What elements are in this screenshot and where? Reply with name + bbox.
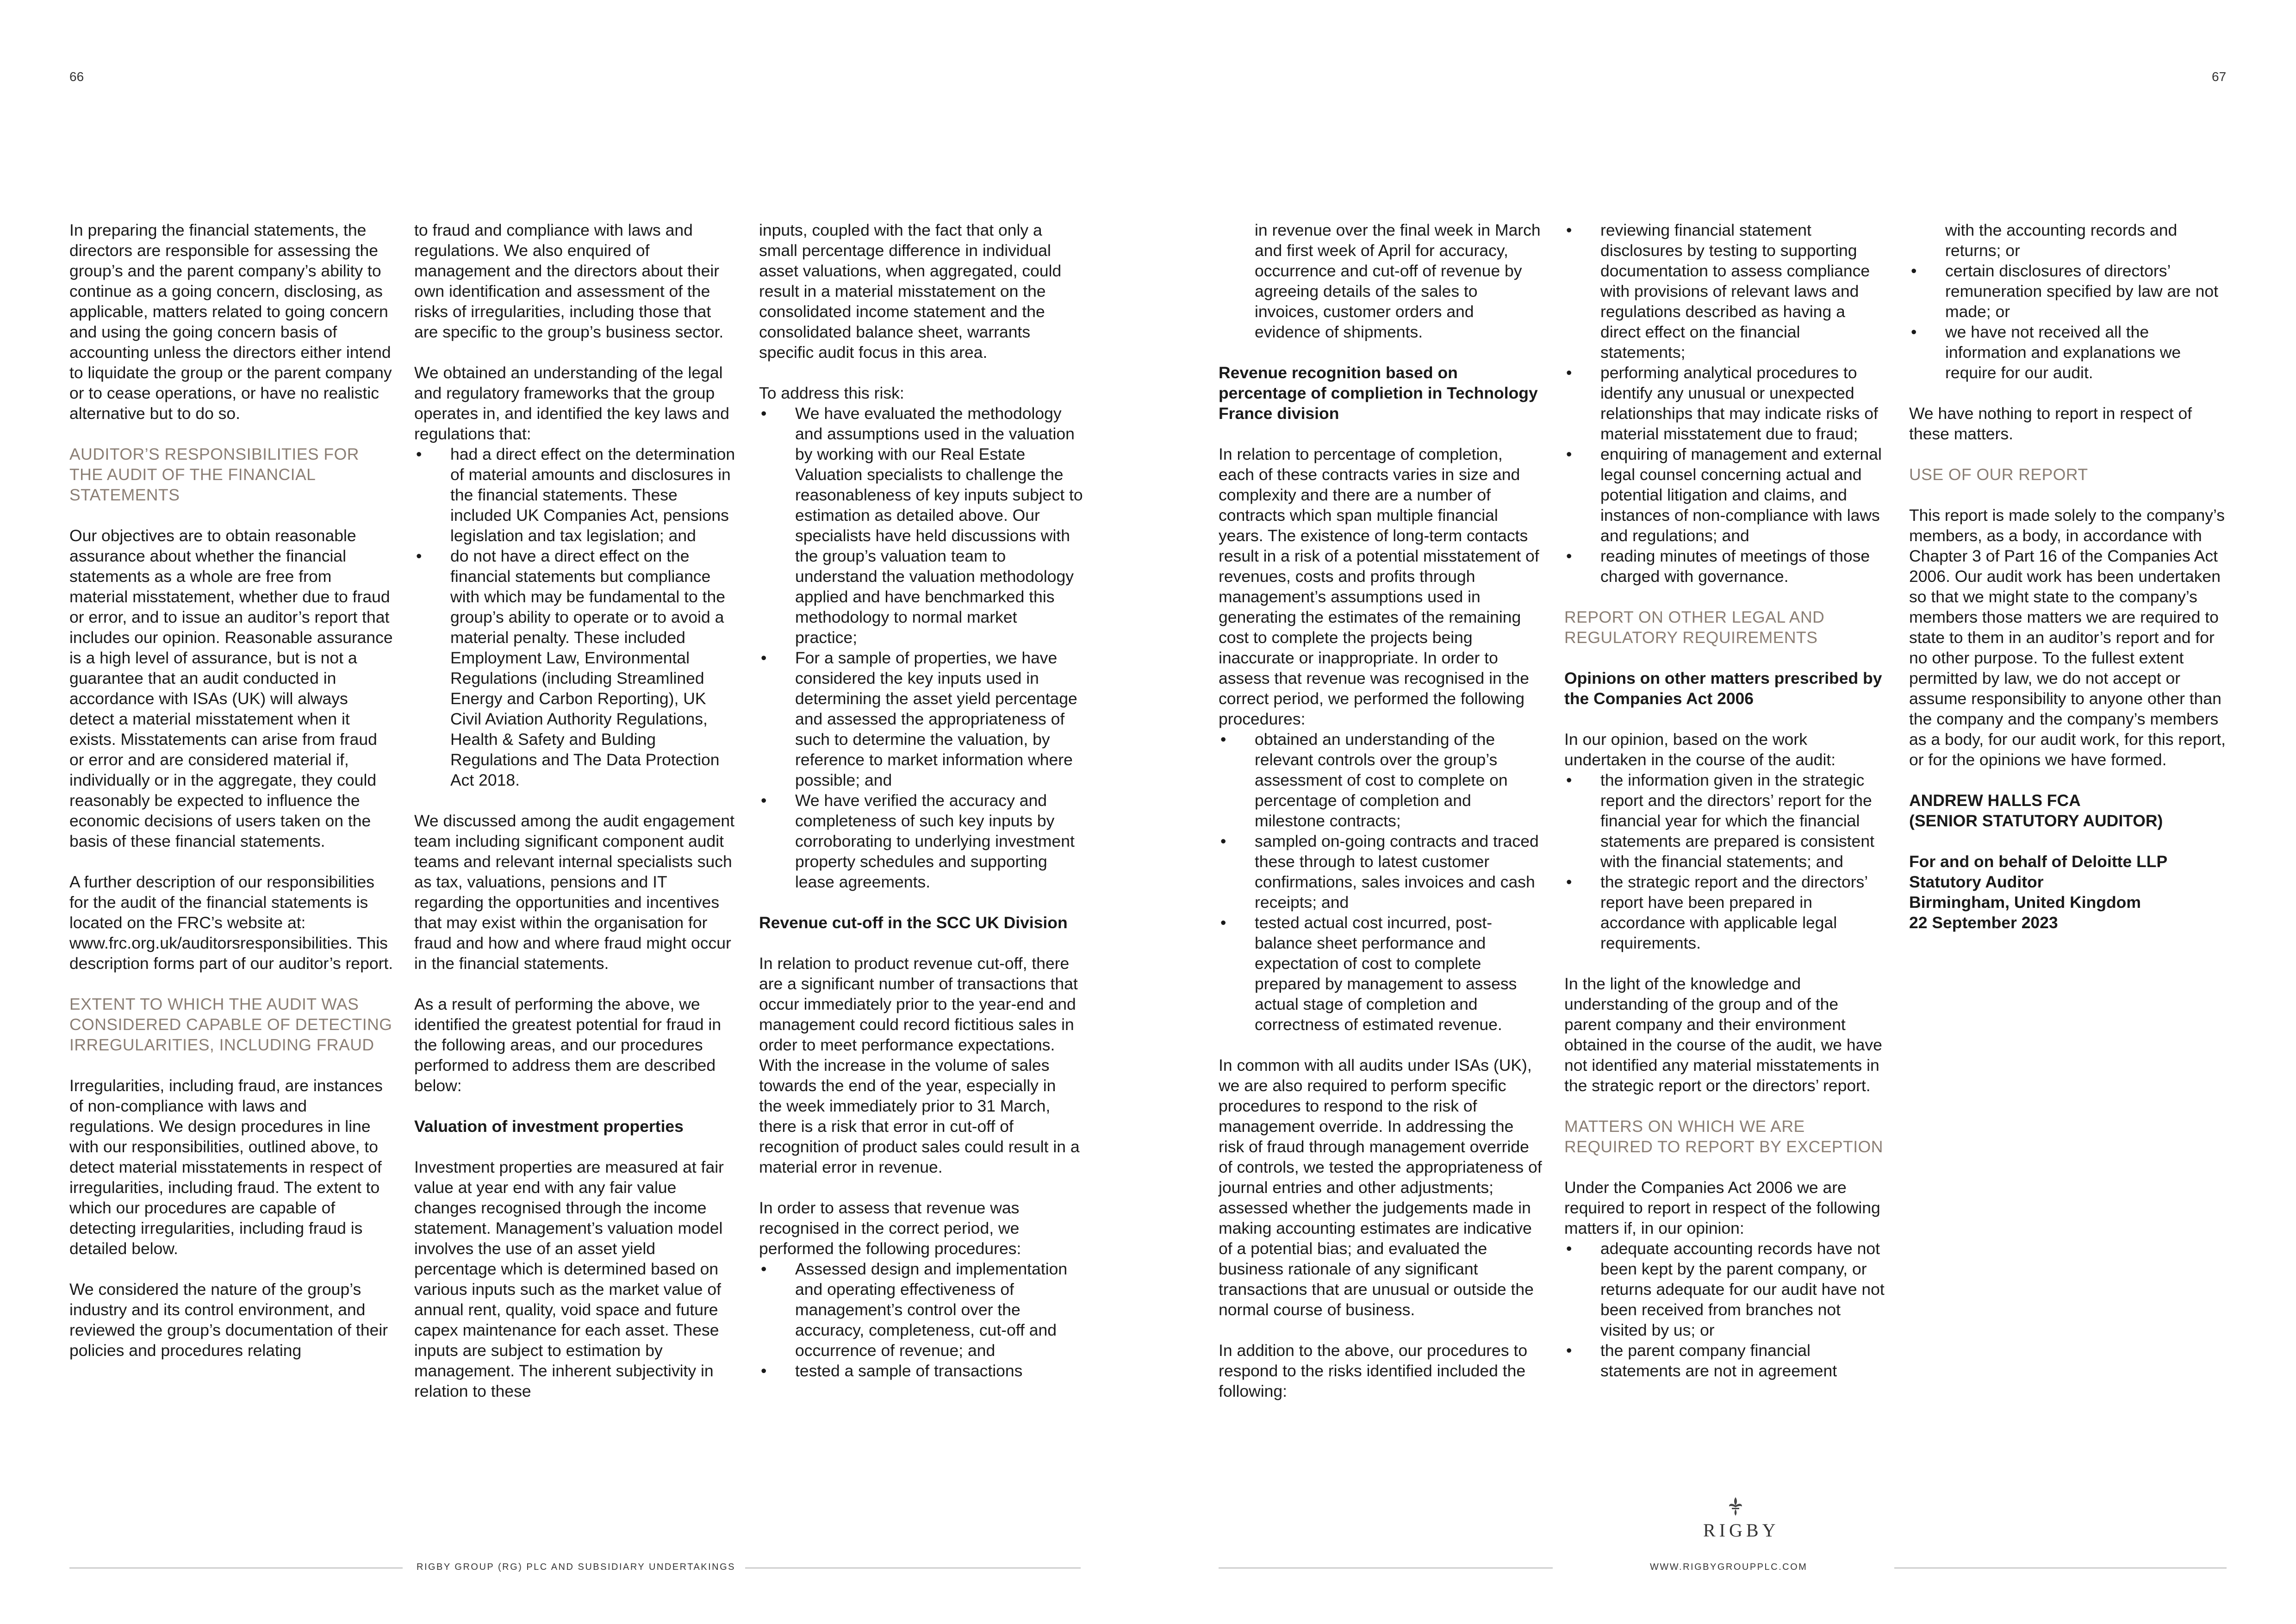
bullet-list (1564, 220, 1888, 587)
subheading: Opinions on other matters prescribed by the Companies Act 2006 (1564, 669, 1882, 708)
subheading: Revenue recognition based on percentage of complietion in Technology France division (1219, 363, 1538, 423)
auditor-title: (SENIOR STATUTORY AUDITOR) (1909, 812, 2163, 830)
text-column-3 (759, 220, 1083, 1381)
list-item: • We have verified the accuracy and completeness of such key inputs by corroborating to underlying investment property schedules and supporting lease agreements. (759, 790, 1083, 892)
firm-role: Statutory Auditor (1909, 873, 2044, 891)
bullet-list (1564, 770, 1888, 953)
paragraph: We obtained an understanding of the legal and regulatory frameworks that the group operates in, and identified the key laws and regulations that: (414, 363, 729, 443)
firm-block (1909, 851, 2233, 933)
paragraph: In relation to percentage of completion, each of these contracts varies in size and complexity and there are a number of contracts which span multiple financial years. The existence of long-term contacts result in a risk of a potential misstatement of revenues, costs and profits through management’s assumptions used in generating the estimates of the remaining cost to complete the projects being inaccurate or inappropriate. In order to assess that revenue was recognised in the correct period, we performed the following procedures: (1219, 445, 1539, 728)
list-item: • adequate accounting records have not been kept by the parent company, or returns adequate for our audit have not been received from branches not visited by us; or (1564, 1238, 1888, 1340)
paragraph: In order to assess that revenue was recognised in the correct period, we performed the following procedures: (759, 1199, 1021, 1258)
footer-left-text: RIGBY GROUP (RG) PLC AND SUBSIDIARY UNDERTAKINGS (417, 1562, 736, 1572)
list-item: • do not have a direct effect on the financial statements but compliance with which may be fundamental to the group’s ability to operate or to avoid a material penalty. These included Employment Law, Environmental Regulations (including Streamlined Energy and Carbon Reporting), UK Civil Aviation Authority Regulations, Health & Safety and Bulding Regulations and The Data Protection Act 2018. (414, 546, 738, 790)
list-item: • had a direct effect on the determination of material amounts and disclosures in the financial statements. These included UK Companies Act, pensions legislation and tax legislation; and (414, 444, 738, 546)
paragraph: We discussed among the audit engagement team including significant component audit teams and relevant internal specialists such as tax, valuations, pensions and IT regarding the opportunities and incentives that may exist within the organisation for fraud and how and where fraud might occur in the financial statements. (414, 812, 735, 973)
firm-line: For and on behalf of Deloitte LLP (1909, 852, 2168, 871)
paragraph: In relation to product revenue cut-off, there are a significant number of transactions that occur immediately prior to the year-end and management could record fictitious sales in order to meet performance expectations. With the increase in the volume of sales towards the end of the year, especially in the week immediately prior to 31 March, there is a risk that error in cut-off of recognition of product sales could result in a material error in revenue. (759, 954, 1080, 1176)
list-item: • We have evaluated the methodology and assumptions used in the valuation by working with our Real Estate Valuation specialists to challenge the reasonableness of key inputs subject to estimation as detailed above. Our specialists have held discussions with the group’s valuation team to understand the valuation methodology applied and have benchmarked this methodology to normal market practice; (759, 403, 1083, 648)
paragraph: In our opinion, based on the work undertaken in the course of the audit: (1564, 730, 1836, 769)
list-item: • For a sample of properties, we have considered the key inputs used in determining the asset yield percentage and assessed the appropriateness of such to determine the valuation, by reference to market information where possible; and (759, 648, 1083, 790)
auditor-name: ANDREW HALLS FCA (1909, 791, 2081, 810)
logo-wordmark: RIGBY (1703, 1520, 1780, 1541)
paragraph: Our objectives are to obtain reasonable assurance about whether the financial statements as a whole are free from material misstatement, whether due to fraud or error, and to issue an auditor’s report that includes our opinion. Reasonable assurance is a high level of assurance, but is not a guarantee that an audit conducted in accordance with ISAs (UK) will always detect a material misstatement when it exists. Misstatements can arise from fraud or error and are considered material if, individually or in the aggregate, they could reasonably be expected to influence the economic decisions of users taken on the basis of these financial statements. (69, 526, 393, 850)
signature-block (1909, 790, 2233, 831)
list-item: • we have not received all the information and explanations we require for our audit. (1909, 322, 2233, 383)
section-heading: EXTENT TO WHICH THE AUDIT WAS CONSIDERED CAPABLE OF DETECTING IRREGULARITIES, INCLUDING FRAUD (69, 995, 392, 1054)
list-item: • enquiring of management and external legal counsel concerning actual and potential litigation and claims, and instances of non-compliance with laws and regulations; and (1564, 444, 1888, 546)
section-heading: MATTERS ON WHICH WE ARE REQUIRED TO REPORT BY EXCEPTION (1564, 1117, 1883, 1156)
list-item: • tested a sample of transactions (759, 1361, 1083, 1381)
page-number-left: 66 (69, 69, 84, 84)
bullet-list (759, 403, 1083, 892)
paragraph: We considered the nature of the group’s industry and its control environment, and reviewed the group’s documentation of their policies and procedures relating (69, 1280, 388, 1360)
bullet-list (1564, 1238, 1888, 1381)
section-heading: USE OF OUR REPORT (1909, 465, 2088, 484)
bullet-list (1219, 729, 1543, 1035)
paragraph: We have nothing to report in respect of these matters. (1909, 404, 2192, 443)
bullet-list (414, 444, 738, 790)
subheading: Revenue cut-off in the SCC UK Division (759, 913, 1068, 932)
rigby-logo (1703, 1496, 1780, 1541)
section-heading: AUDITOR’S RESPONSIBILITIES FOR THE AUDIT OF THE FINANCIAL STATEMENTS (69, 445, 359, 504)
page-number-right: 67 (2212, 69, 2227, 84)
fleur-emblem-icon (1726, 1496, 1745, 1517)
paragraph: In the light of the knowledge and understanding of the group and of the parent company and their environment obtained in the course of the audit, we have not identified any material misstatements in the strategic report or the directors’ report. (1564, 974, 1882, 1095)
list-item-continued: with the accounting records and returns; or (1945, 221, 2178, 260)
text-column-2 (414, 220, 738, 1422)
list-item: • reviewing financial statement disclosures by testing to supporting documentation to assess compliance with provisions of relevant laws and regulations described as having a direct effect on the financial statements; (1564, 220, 1888, 362)
subheading: Valuation of investment properties (414, 1117, 684, 1136)
paragraph: In preparing the financial statements, the directors are responsible for assessing the group’s and the parent company’s ability to continue as a going concern, disclosing, as applicable, matters related to going concern and using the going concern basis of accounting unless the directors either intend to liquidate the group or the parent company or to cease operations, or have no realistic alternative but to do so. (69, 221, 392, 423)
section-heading: REPORT ON OTHER LEGAL AND REGULATORY REQUIREMENTS (1564, 608, 1825, 647)
list-item: • reading minutes of meetings of those charged with governance. (1564, 546, 1888, 587)
bullet-list (759, 1259, 1083, 1381)
list-item: • sampled on-going contracts and traced these through to latest customer confirmations, sales invoices and cash receipts; and (1219, 831, 1543, 912)
list-item: • the parent company financial statements are not in agreement (1564, 1340, 1888, 1381)
paragraph: inputs, coupled with the fact that only a small percentage difference in individual asset valuations, when aggregated, could result in a material misstatement on the consolidated income statement and the consolidated balance sheet, warrants specific audit focus in this area. (759, 221, 1062, 362)
paragraph: As a result of performing the above, we identified the greatest potential for fraud in the following areas, and our procedures performed to address them are described below: (414, 995, 722, 1095)
paragraph: This report is made solely to the company’s members, as a body, in accordance with Chapter 3 of Part 16 of the Companies Act 2006. Our audit work has been undertaken so that we might state to the company’s members those matters we are required to state to them in an auditor’s report and for no other purpose. To the fullest extent permitted by law, we do not accept or assume responsibility to anyone other than the company and the company’s members as a body, for our audit work, for this report, or for the opinions we have formed. (1909, 506, 2226, 769)
list-item: • certain disclosures of directors’ remuneration specified by law are not made; or (1909, 261, 2233, 322)
paragraph: Investment properties are measured at fair value at year end with any fair value changes recognised through the income statement. Management’s valuation model involves the use of an asset yield percentage which is determined based on various inputs such as the market value of annual rent, quality, void space and future capex maintenance for each asset. These inputs are subject to estimation by management. The inherent subjectivity in relation to these (414, 1158, 724, 1400)
list-item: • obtained an understanding of the relevant controls over the group’s assessment of cost to complete on percentage of completion and milestone contracts; (1219, 729, 1543, 831)
list-item: • Assessed design and implementation and operating effectiveness of management’s control over the accuracy, completeness, cut-off and occurrence of revenue; and (759, 1259, 1083, 1361)
text-column-1 (69, 220, 393, 1381)
paragraph: Irregularities, including fraud, are instances of non-compliance with laws and regulations. We design procedures in line with our responsibilities, outlined above, to detect material misstatements in respect of irregularities, including fraud. The extent to which our procedures are capable of detecting irregularities, including fraud is detailed below. (69, 1076, 383, 1258)
list-item: • tested actual cost incurred, post-balance sheet performance and expectation of cost to complete prepared by management to assess actual stage of completion and correctness of estimated revenue. (1219, 912, 1543, 1035)
paragraph: In common with all audits under ISAs (UK), we are also required to perform specific procedures to respond to the risk of management override. In addressing the risk of fraud through management override of controls, we tested the appropriateness of journal entries and other adjustments; assessed whether the judgements made in making accounting estimates are indicative of a potential bias; and evaluated the business rationale of any significant transactions that are unusual or outside the normal course of business. (1219, 1056, 1542, 1319)
text-column-4 (1219, 220, 1543, 1422)
text-column-5 (1564, 220, 1888, 1381)
text-column-6 (1909, 220, 2233, 953)
firm-location: Birmingham, United Kingdom (1909, 893, 2141, 912)
list-item-continued: in revenue over the final week in March and first week of April for accuracy, occurrence and cut-off of revenue by agreeing details of the sales to invoices, customer orders and evidence of shipments. (1255, 221, 1541, 341)
paragraph: to fraud and compliance with laws and regulations. We also enquired of management and the directors about their own identification and assessment of the risks of irregularities, including those that are specific to the group’s business sector. (414, 221, 724, 341)
paragraph: To address this risk: (759, 384, 904, 402)
footer-right-text: WWW.RIGBYGROUPPLC.COM (1650, 1562, 1808, 1572)
bullet-list (1909, 261, 2233, 383)
list-item: • the information given in the strategic report and the directors’ report for the financial year for which the financial statements are prepared is consistent with the financial statements; and (1564, 770, 1888, 872)
signature-date: 22 September 2023 (1909, 913, 2058, 932)
paragraph: A further description of our responsibilities for the audit of the financial statements is located on the FRC’s website at: www.frc.org.uk/auditorsresponsibilities. This description forms part of our auditor’s report. (69, 873, 393, 973)
list-item: • performing analytical procedures to identify any unusual or unexpected relationships that may indicate risks of material misstatement due to fraud; (1564, 362, 1888, 444)
list-item: • the strategic report and the directors’ report have been prepared in accordance with applicable legal requirements. (1564, 872, 1888, 953)
paragraph: Under the Companies Act 2006 we are required to report in respect of the following matters if, in our opinion: (1564, 1178, 1880, 1237)
paragraph: In addition to the above, our procedures to respond to the risks identified included the following: (1219, 1341, 1528, 1400)
